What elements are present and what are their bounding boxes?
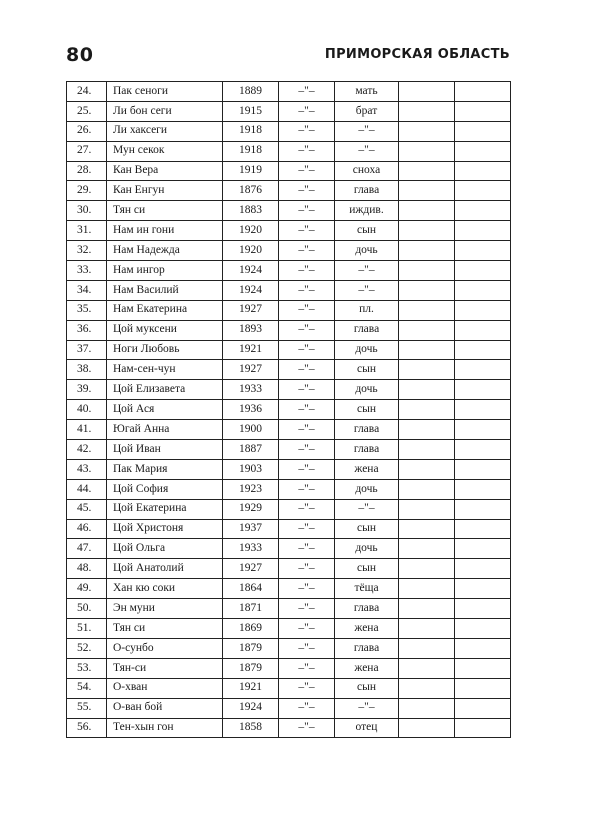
row-number: 29.	[67, 181, 107, 201]
birth-year: 1920	[223, 221, 279, 241]
table-row	[67, 161, 511, 181]
birth-year: 1900	[223, 420, 279, 440]
person-name: Ли бон сеги	[107, 101, 223, 121]
ditto-mark: –"–	[279, 241, 335, 261]
birth-year: 1923	[223, 479, 279, 499]
empty-cell	[399, 241, 455, 261]
table-row	[67, 579, 511, 599]
empty-cell	[399, 360, 455, 380]
empty-cell	[399, 101, 455, 121]
empty-cell	[399, 539, 455, 559]
row-number: 39.	[67, 380, 107, 400]
birth-year: 1887	[223, 440, 279, 460]
table-row	[67, 718, 511, 738]
empty-cell	[399, 320, 455, 340]
ditto-mark: –"–	[279, 201, 335, 221]
empty-cell	[399, 718, 455, 738]
table-row	[67, 241, 511, 261]
row-number: 37.	[67, 340, 107, 360]
row-number: 43.	[67, 459, 107, 479]
ditto-mark: –"–	[279, 718, 335, 738]
empty-cell	[399, 698, 455, 718]
row-number: 26.	[67, 121, 107, 141]
empty-cell	[455, 559, 511, 579]
person-name: Цой София	[107, 479, 223, 499]
person-name: Нам Василий	[107, 280, 223, 300]
ditto-mark: –"–	[279, 479, 335, 499]
ditto-mark: –"–	[279, 261, 335, 281]
ditto-mark: –"–	[279, 579, 335, 599]
empty-cell	[399, 519, 455, 539]
row-number: 54.	[67, 678, 107, 698]
person-name: Тян-си	[107, 658, 223, 678]
table-row	[67, 101, 511, 121]
empty-cell	[455, 181, 511, 201]
person-name: Пак сеноги	[107, 82, 223, 102]
ditto-mark: –"–	[279, 320, 335, 340]
relation: –"–	[335, 280, 399, 300]
empty-cell	[399, 479, 455, 499]
empty-cell	[399, 579, 455, 599]
ditto-mark: –"–	[279, 340, 335, 360]
relation: тёща	[335, 579, 399, 599]
row-number: 51.	[67, 619, 107, 639]
relation: жена	[335, 459, 399, 479]
birth-year: 1893	[223, 320, 279, 340]
empty-cell	[399, 459, 455, 479]
table-row	[67, 420, 511, 440]
empty-cell	[399, 678, 455, 698]
empty-cell	[399, 82, 455, 102]
row-number: 49.	[67, 579, 107, 599]
empty-cell	[455, 161, 511, 181]
empty-cell	[455, 400, 511, 420]
birth-year: 1937	[223, 519, 279, 539]
empty-cell	[455, 519, 511, 539]
relation: сын	[335, 221, 399, 241]
empty-cell	[399, 340, 455, 360]
birth-year: 1889	[223, 82, 279, 102]
person-name: Хан кю соки	[107, 579, 223, 599]
table-row	[67, 440, 511, 460]
relation: брат	[335, 101, 399, 121]
empty-cell	[399, 420, 455, 440]
relation: –"–	[335, 499, 399, 519]
census-table	[66, 81, 511, 738]
empty-cell	[455, 638, 511, 658]
row-number: 56.	[67, 718, 107, 738]
page-header	[66, 44, 510, 68]
table-row	[67, 221, 511, 241]
table-row	[67, 638, 511, 658]
row-number: 25.	[67, 101, 107, 121]
birth-year: 1864	[223, 579, 279, 599]
person-name: Цой муксени	[107, 320, 223, 340]
table-row	[67, 599, 511, 619]
row-number: 31.	[67, 221, 107, 241]
row-number: 32.	[67, 241, 107, 261]
empty-cell	[455, 201, 511, 221]
row-number: 48.	[67, 559, 107, 579]
empty-cell	[455, 360, 511, 380]
table-row	[67, 658, 511, 678]
relation: отец	[335, 718, 399, 738]
relation: дочь	[335, 380, 399, 400]
ditto-mark: –"–	[279, 599, 335, 619]
ditto-mark: –"–	[279, 161, 335, 181]
person-name: Цой Иван	[107, 440, 223, 460]
relation: глава	[335, 420, 399, 440]
empty-cell	[455, 300, 511, 320]
empty-cell	[399, 619, 455, 639]
empty-cell	[455, 261, 511, 281]
person-name: Тен-хын гон	[107, 718, 223, 738]
birth-year: 1924	[223, 698, 279, 718]
empty-cell	[399, 400, 455, 420]
person-name: Нам-сен-чун	[107, 360, 223, 380]
relation: –"–	[335, 121, 399, 141]
running-head: ПРИМОРСКАЯ ОБЛАСТЬ	[324, 47, 510, 62]
person-name: О-сунбо	[107, 638, 223, 658]
person-name: Цой Екатерина	[107, 499, 223, 519]
ditto-mark: –"–	[279, 658, 335, 678]
empty-cell	[399, 201, 455, 221]
row-number: 42.	[67, 440, 107, 460]
row-number: 55.	[67, 698, 107, 718]
person-name: Кан Енгун	[107, 181, 223, 201]
ditto-mark: –"–	[279, 440, 335, 460]
relation: –"–	[335, 698, 399, 718]
ditto-mark: –"–	[279, 101, 335, 121]
empty-cell	[455, 280, 511, 300]
row-number: 44.	[67, 479, 107, 499]
ditto-mark: –"–	[279, 459, 335, 479]
relation: глава	[335, 181, 399, 201]
empty-cell	[455, 420, 511, 440]
empty-cell	[399, 161, 455, 181]
empty-cell	[455, 678, 511, 698]
person-name: Цой Елизавета	[107, 380, 223, 400]
row-number: 28.	[67, 161, 107, 181]
table-body	[67, 82, 511, 738]
row-number: 30.	[67, 201, 107, 221]
ditto-mark: –"–	[279, 400, 335, 420]
ditto-mark: –"–	[279, 221, 335, 241]
ditto-mark: –"–	[279, 420, 335, 440]
empty-cell	[455, 380, 511, 400]
birth-year: 1919	[223, 161, 279, 181]
ditto-mark: –"–	[279, 380, 335, 400]
relation: жена	[335, 619, 399, 639]
birth-year: 1920	[223, 241, 279, 261]
relation: сын	[335, 360, 399, 380]
empty-cell	[455, 619, 511, 639]
birth-year: 1879	[223, 638, 279, 658]
relation: сын	[335, 400, 399, 420]
ditto-mark: –"–	[279, 300, 335, 320]
empty-cell	[399, 599, 455, 619]
birth-year: 1871	[223, 599, 279, 619]
empty-cell	[455, 320, 511, 340]
table-row	[67, 678, 511, 698]
person-name: Тян си	[107, 619, 223, 639]
row-number: 34.	[67, 280, 107, 300]
person-name: Нам Екатерина	[107, 300, 223, 320]
relation: –"–	[335, 261, 399, 281]
relation: дочь	[335, 479, 399, 499]
birth-year: 1858	[223, 718, 279, 738]
person-name: Нам ин гони	[107, 221, 223, 241]
table-row	[67, 121, 511, 141]
ditto-mark: –"–	[279, 539, 335, 559]
row-number: 45.	[67, 499, 107, 519]
table-row	[67, 559, 511, 579]
row-number: 36.	[67, 320, 107, 340]
ditto-mark: –"–	[279, 559, 335, 579]
birth-year: 1921	[223, 678, 279, 698]
row-number: 47.	[67, 539, 107, 559]
birth-year: 1927	[223, 559, 279, 579]
empty-cell	[455, 101, 511, 121]
row-number: 46.	[67, 519, 107, 539]
table-row	[67, 141, 511, 161]
table-row	[67, 360, 511, 380]
birth-year: 1924	[223, 280, 279, 300]
empty-cell	[455, 340, 511, 360]
ditto-mark: –"–	[279, 499, 335, 519]
table-row	[67, 300, 511, 320]
row-number: 40.	[67, 400, 107, 420]
table-row	[67, 280, 511, 300]
row-number: 52.	[67, 638, 107, 658]
empty-cell	[399, 300, 455, 320]
relation: сын	[335, 519, 399, 539]
person-name: О-ван бой	[107, 698, 223, 718]
ditto-mark: –"–	[279, 519, 335, 539]
relation: глава	[335, 320, 399, 340]
birth-year: 1918	[223, 141, 279, 161]
person-name: Цой Анатолий	[107, 559, 223, 579]
person-name: Нам Надежда	[107, 241, 223, 261]
relation: дочь	[335, 340, 399, 360]
relation: сын	[335, 678, 399, 698]
empty-cell	[399, 559, 455, 579]
table-row	[67, 320, 511, 340]
table-row	[67, 181, 511, 201]
birth-year: 1927	[223, 300, 279, 320]
row-number: 53.	[67, 658, 107, 678]
person-name: О-хван	[107, 678, 223, 698]
empty-cell	[455, 121, 511, 141]
birth-year: 1915	[223, 101, 279, 121]
empty-cell	[455, 499, 511, 519]
relation: –"–	[335, 141, 399, 161]
table-row	[67, 698, 511, 718]
empty-cell	[455, 579, 511, 599]
person-name: Цой Христоня	[107, 519, 223, 539]
birth-year: 1876	[223, 181, 279, 201]
relation: мать	[335, 82, 399, 102]
person-name: Нам ингор	[107, 261, 223, 281]
table-row	[67, 340, 511, 360]
table-row	[67, 201, 511, 221]
empty-cell	[399, 658, 455, 678]
relation: жена	[335, 658, 399, 678]
empty-cell	[455, 539, 511, 559]
relation: дочь	[335, 539, 399, 559]
ditto-mark: –"–	[279, 698, 335, 718]
birth-year: 1879	[223, 658, 279, 678]
empty-cell	[399, 261, 455, 281]
empty-cell	[455, 718, 511, 738]
empty-cell	[399, 280, 455, 300]
relation: глава	[335, 638, 399, 658]
person-name: Ли хаксеги	[107, 121, 223, 141]
person-name: Югай Анна	[107, 420, 223, 440]
person-name: Цой Ася	[107, 400, 223, 420]
relation: глава	[335, 440, 399, 460]
birth-year: 1933	[223, 380, 279, 400]
empty-cell	[455, 698, 511, 718]
table-row	[67, 380, 511, 400]
empty-cell	[399, 141, 455, 161]
table-row	[67, 459, 511, 479]
table-row	[67, 619, 511, 639]
empty-cell	[455, 241, 511, 261]
row-number: 27.	[67, 141, 107, 161]
row-number: 35.	[67, 300, 107, 320]
birth-year: 1883	[223, 201, 279, 221]
empty-cell	[455, 141, 511, 161]
relation: глава	[335, 599, 399, 619]
empty-cell	[399, 638, 455, 658]
row-number: 50.	[67, 599, 107, 619]
ditto-mark: –"–	[279, 280, 335, 300]
table-row	[67, 479, 511, 499]
empty-cell	[399, 181, 455, 201]
birth-year: 1927	[223, 360, 279, 380]
birth-year: 1918	[223, 121, 279, 141]
empty-cell	[455, 479, 511, 499]
row-number: 41.	[67, 420, 107, 440]
ditto-mark: –"–	[279, 360, 335, 380]
empty-cell	[399, 380, 455, 400]
ditto-mark: –"–	[279, 638, 335, 658]
empty-cell	[455, 459, 511, 479]
ditto-mark: –"–	[279, 678, 335, 698]
birth-year: 1869	[223, 619, 279, 639]
relation: пл.	[335, 300, 399, 320]
empty-cell	[399, 440, 455, 460]
person-name: Ноги Любовь	[107, 340, 223, 360]
person-name: Эн муни	[107, 599, 223, 619]
birth-year: 1903	[223, 459, 279, 479]
person-name: Цой Ольга	[107, 539, 223, 559]
person-name: Пак Мария	[107, 459, 223, 479]
empty-cell	[399, 221, 455, 241]
empty-cell	[455, 221, 511, 241]
relation: иждив.	[335, 201, 399, 221]
relation: сын	[335, 559, 399, 579]
page-number: 80	[66, 44, 94, 66]
person-name: Тян си	[107, 201, 223, 221]
ditto-mark: –"–	[279, 82, 335, 102]
ditto-mark: –"–	[279, 181, 335, 201]
empty-cell	[399, 121, 455, 141]
relation: сноха	[335, 161, 399, 181]
table-row	[67, 82, 511, 102]
row-number: 33.	[67, 261, 107, 281]
table-row	[67, 400, 511, 420]
person-name: Кан Вера	[107, 161, 223, 181]
empty-cell	[455, 82, 511, 102]
birth-year: 1929	[223, 499, 279, 519]
table-row	[67, 261, 511, 281]
birth-year: 1933	[223, 539, 279, 559]
ditto-mark: –"–	[279, 619, 335, 639]
row-number: 38.	[67, 360, 107, 380]
empty-cell	[399, 499, 455, 519]
birth-year: 1936	[223, 400, 279, 420]
person-name: Мун секок	[107, 141, 223, 161]
birth-year: 1924	[223, 261, 279, 281]
relation: дочь	[335, 241, 399, 261]
table-row	[67, 499, 511, 519]
table-row	[67, 519, 511, 539]
row-number: 24.	[67, 82, 107, 102]
empty-cell	[455, 440, 511, 460]
ditto-mark: –"–	[279, 141, 335, 161]
empty-cell	[455, 599, 511, 619]
table-row	[67, 539, 511, 559]
birth-year: 1921	[223, 340, 279, 360]
ditto-mark: –"–	[279, 121, 335, 141]
empty-cell	[455, 658, 511, 678]
